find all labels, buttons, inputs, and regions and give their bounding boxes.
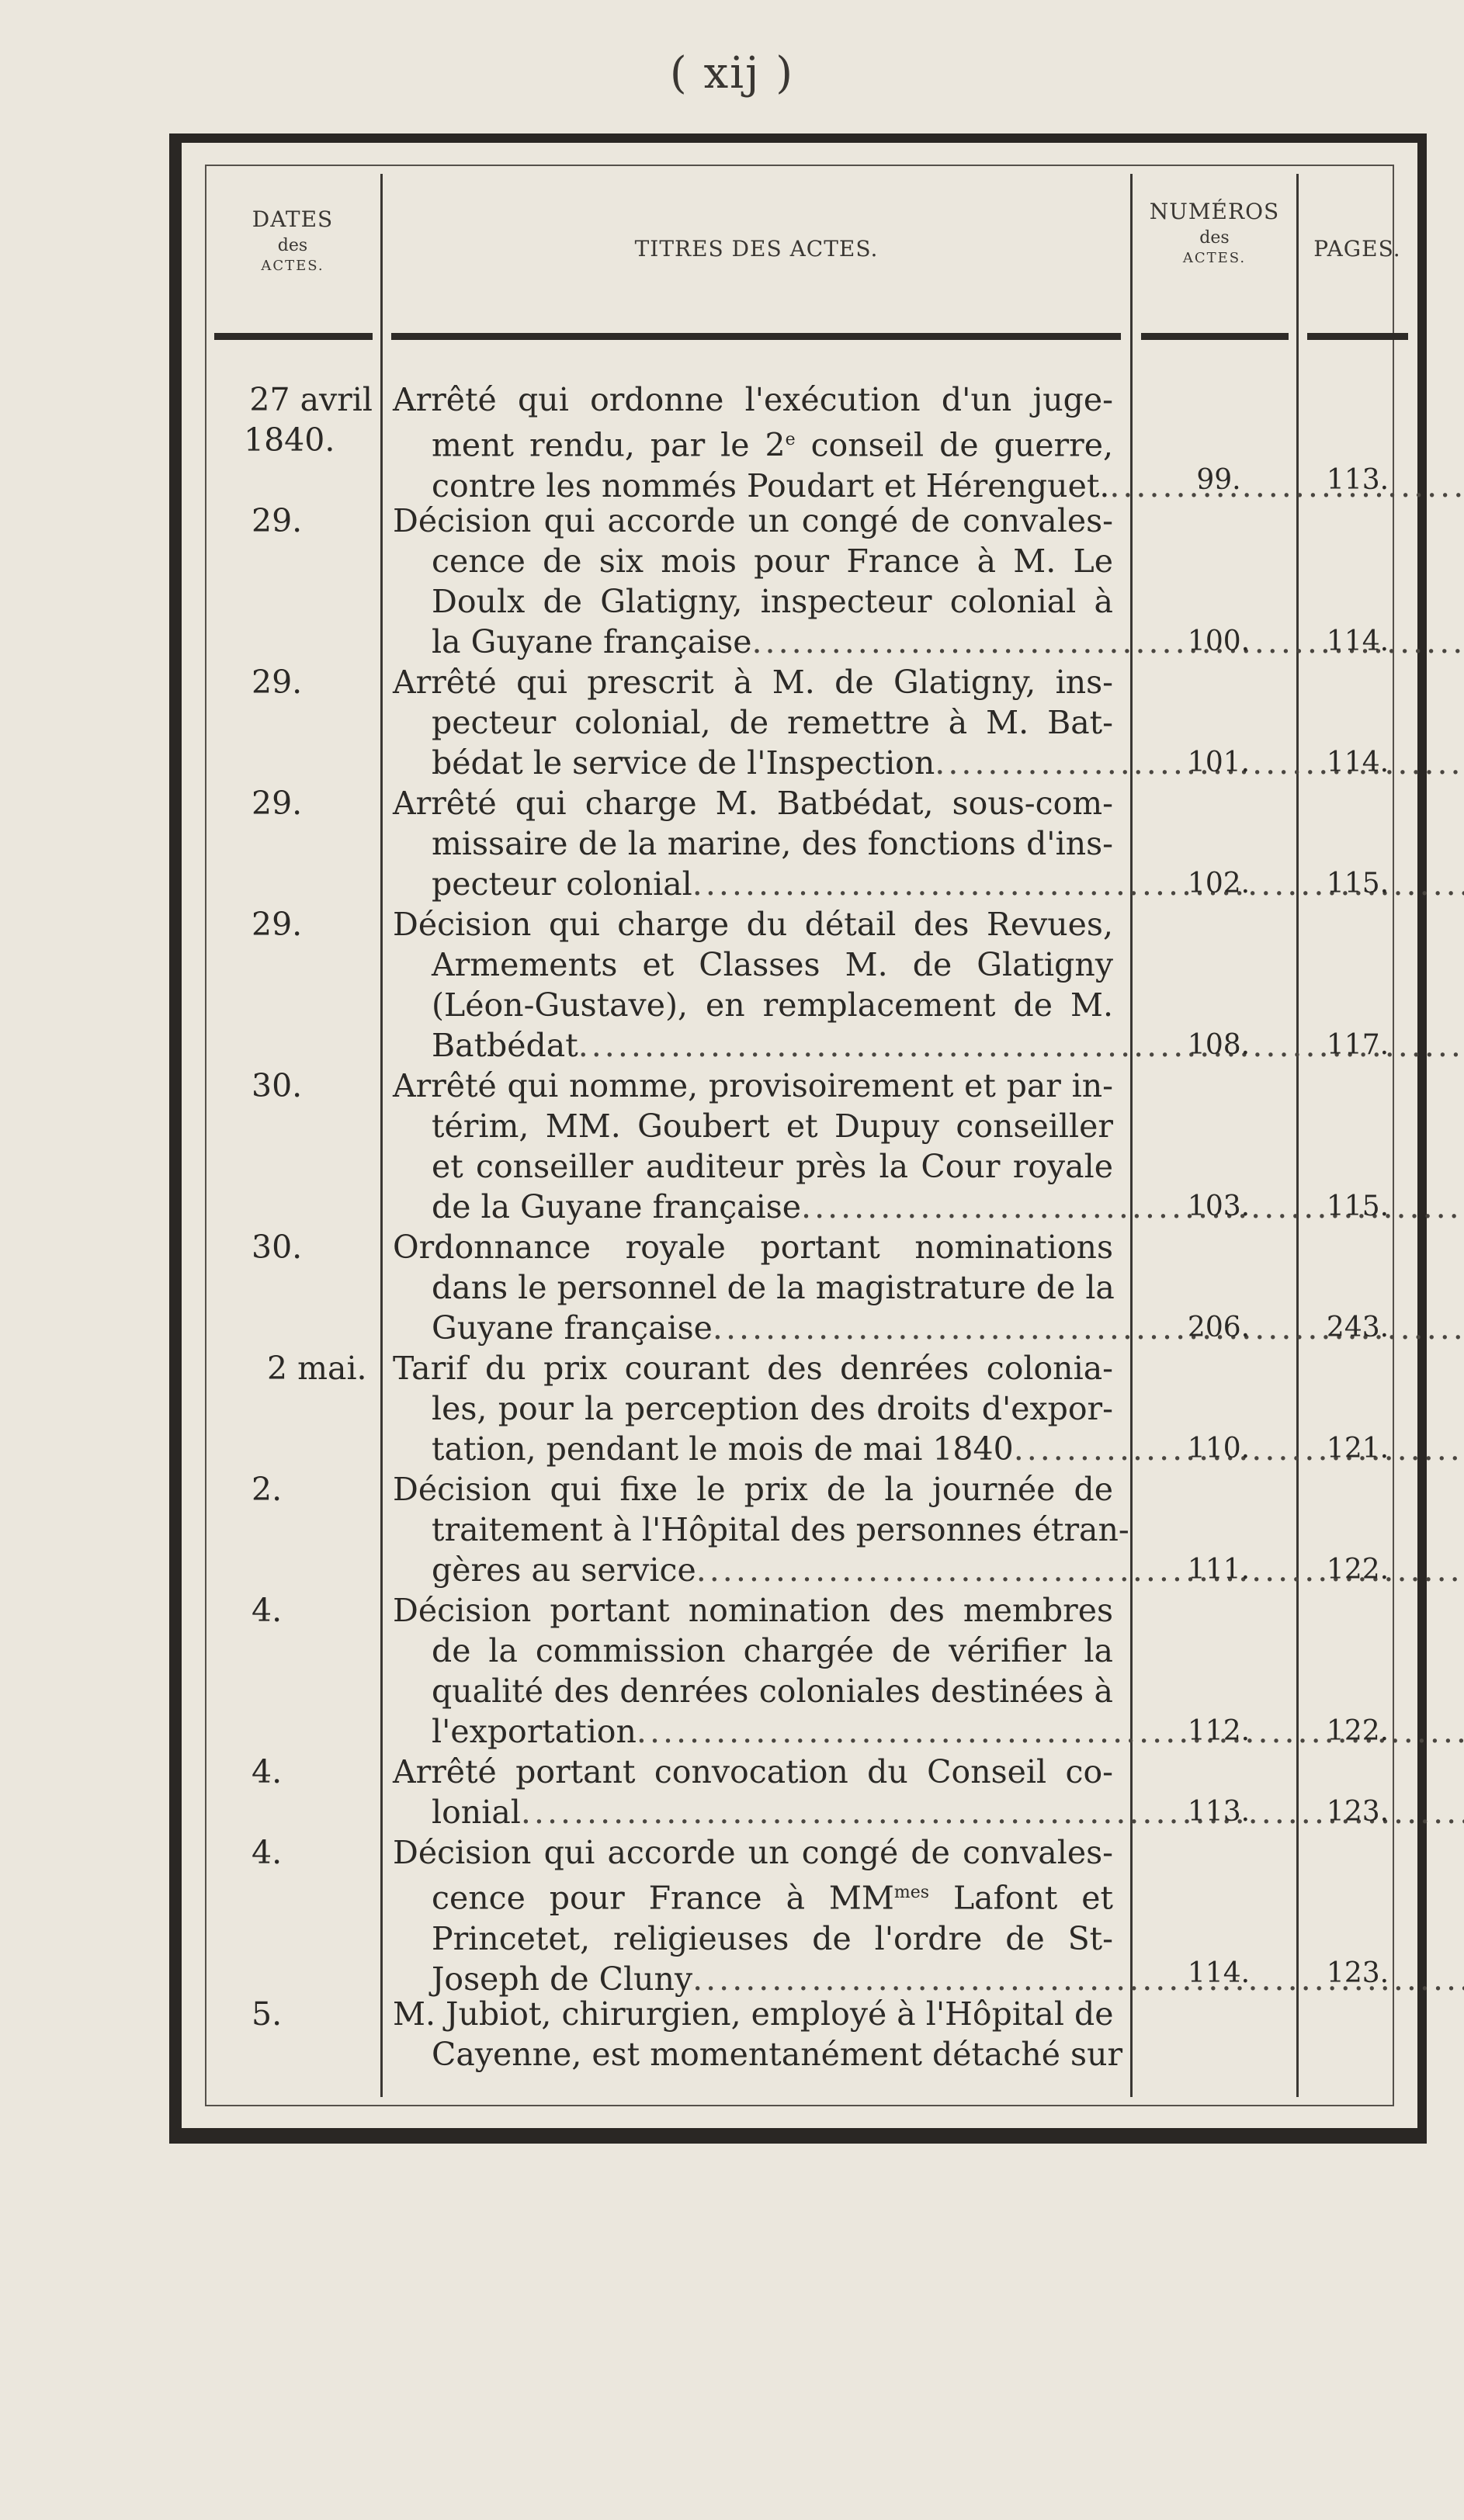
entry-title-line	[393, 581, 1113, 622]
entry-page: 117.	[1326, 1029, 1389, 1061]
header-titles	[383, 234, 1130, 264]
entry-title-line	[393, 1146, 1113, 1187]
entry-numero: 113.	[1187, 1796, 1251, 1828]
entry-title-line	[393, 1994, 1113, 2034]
entry-title	[393, 1066, 1113, 1227]
entry-title	[393, 1994, 1123, 2075]
entry-title-line	[393, 783, 1113, 823]
entry-title-text: dans le personnel de la magistrature de la	[432, 1269, 1115, 1306]
entry-title-text: térim, MM. Goubert et Dupuy conseiller	[432, 1107, 1113, 1145]
entry-date-line: 4.	[252, 1834, 283, 1871]
entry-title-line	[393, 1671, 1113, 1711]
entry-title-line	[393, 1752, 1113, 1792]
header-pages-label: PAGES.	[1313, 236, 1401, 262]
inner-rule-bottom	[205, 2105, 1394, 2106]
entry-title-line	[393, 1025, 1113, 1066]
entry-title-text: l'exportation	[432, 1713, 637, 1750]
entry-title-line	[393, 1388, 1113, 1429]
entry-title-text: tation, pendant le mois de mai 1840	[432, 1430, 1014, 1468]
entry-title-text: Décision qui charge du détail des Revues,	[393, 906, 1113, 943]
entry-date	[213, 1752, 373, 1792]
superscript: mes	[893, 1883, 930, 1902]
header-rule-titles	[391, 333, 1121, 340]
entry-date	[213, 501, 373, 541]
entry-title-text: et conseiller auditeur près la Cour royale	[432, 1148, 1113, 1185]
entry-title	[393, 380, 1113, 506]
entry-title-line	[393, 1348, 1113, 1388]
page-number: ( xij )	[669, 48, 795, 99]
entry-numero: 114.	[1187, 1957, 1251, 1989]
entry-date-line: 2.	[252, 1471, 283, 1508]
header-rule-dates	[214, 333, 373, 340]
entry-title	[393, 662, 1113, 783]
header-numeros	[1133, 197, 1296, 269]
header-dates	[205, 205, 380, 276]
entry-page: 123.	[1326, 1796, 1389, 1828]
entry-title-line	[393, 541, 1113, 581]
entry-date-line: 5.	[252, 1995, 283, 2033]
header-pages	[1299, 234, 1416, 264]
entry-title-text: Tarif du prix courant des denrées colonia-	[393, 1350, 1113, 1387]
entry-date	[213, 380, 373, 460]
entry-date	[213, 1590, 373, 1631]
entry-date	[213, 1994, 373, 2034]
header-rule-numeros	[1141, 333, 1289, 340]
entry-numero: 112.	[1187, 1715, 1251, 1747]
entry-title-text: Guyane française	[432, 1309, 713, 1347]
entry-title-text: Cayenne, est momentanément détaché sur	[432, 2036, 1123, 2073]
entry-title-line	[393, 904, 1113, 945]
entry-page: 114.	[1326, 747, 1389, 778]
entry-numero: 111.	[1187, 1554, 1251, 1586]
entry-page: 122.	[1326, 1715, 1389, 1747]
entry-numero: 101.	[1187, 747, 1251, 778]
entry-page: 122.	[1326, 1554, 1389, 1586]
entry-date	[213, 1348, 373, 1388]
entry-title-line	[393, 702, 1113, 743]
entry-title	[393, 1227, 1113, 1348]
entry-date	[213, 1469, 373, 1510]
table-frame	[169, 133, 1427, 2144]
entry-title-text: Arrêté qui charge M. Batbédat, sous-com-	[393, 785, 1113, 822]
entry-title-text: cence pour France à MM	[432, 1879, 894, 1917]
entry-date-line: 29.	[252, 502, 303, 539]
entry-date-line: 29.	[252, 664, 303, 701]
entry-title	[393, 783, 1113, 904]
entry-title-text: qualité des denrées coloniales destinées à	[432, 1672, 1113, 1710]
entry-numero: 99.	[1196, 464, 1241, 496]
entry-title-line	[393, 1873, 1113, 1919]
entry-title-line	[393, 1919, 1113, 1959]
entry-title-text: Arrêté portant convocation du Conseil co-	[393, 1753, 1113, 1790]
entry-title-line	[393, 662, 1113, 702]
entry-title-text: Décision qui accorde un congé de convales-	[393, 1834, 1113, 1871]
entry-title-line	[393, 1550, 1113, 1590]
entry-title-text: Doulx de Glatigny, inspecteur colonial à	[432, 583, 1113, 620]
entry-title-line	[393, 743, 1113, 783]
entry-title-text: Ordonnance royale portant nominations	[393, 1229, 1113, 1266]
entry-title-line	[393, 1267, 1113, 1308]
entry-title-text: Arrêté qui nomme, provisoirement et par in-	[393, 1067, 1113, 1104]
entry-date	[213, 1066, 373, 1106]
header-numeros-line1: NUMÉROS	[1149, 199, 1280, 224]
entry-title	[393, 1832, 1113, 1999]
entry-date-line: 1840.	[244, 421, 335, 459]
entry-title	[393, 1752, 1113, 1832]
entry-title	[393, 501, 1113, 662]
entry-numero: 206.	[1187, 1312, 1251, 1343]
entry-title	[393, 1469, 1129, 1590]
entry-page: 243.	[1326, 1312, 1389, 1343]
entry-page: 115.	[1326, 1191, 1389, 1222]
header-titles-label: TITRES DES ACTES.	[634, 236, 879, 262]
entry-page: 123.	[1326, 1957, 1389, 1989]
entry-title-text: Lafont et	[929, 1879, 1113, 1917]
entry-date	[213, 904, 373, 945]
entry-date-line: 30.	[252, 1229, 303, 1266]
entry-title-line	[393, 1227, 1113, 1267]
entry-title-line	[393, 1106, 1113, 1146]
entry-title-text: de la commission chargée de vérifier la	[432, 1632, 1113, 1669]
entry-date	[213, 1832, 373, 1873]
entry-title-text: Princetet, religieuses de l'ordre de St-	[432, 1919, 1113, 1957]
entry-title-text: traitement à l'Hôpital des personnes étran-	[432, 1511, 1129, 1548]
entry-title-text: Décision qui fixe le prix de la journée de	[393, 1471, 1113, 1508]
entry-title-line	[393, 985, 1113, 1025]
entry-title-text: Armements et Classes M. de Glatigny	[432, 946, 1113, 983]
entry-title-line	[393, 1510, 1129, 1550]
entry-title-line	[393, 1631, 1113, 1671]
entry-date-line: 4.	[252, 1592, 283, 1629]
entry-title-line	[393, 1590, 1113, 1631]
entry-date	[213, 1227, 373, 1267]
entry-title-line	[393, 1066, 1113, 1106]
entry-numero: 102.	[1187, 868, 1251, 900]
column-divider-dates	[380, 174, 383, 2097]
header-rule-pages	[1307, 333, 1408, 340]
entry-title	[393, 904, 1113, 1066]
entry-title-line	[393, 864, 1113, 904]
entry-title-line	[393, 945, 1113, 985]
entry-title-line	[393, 1187, 1113, 1227]
entry-title-text: lonial	[432, 1794, 521, 1831]
entry-title-line	[393, 1711, 1113, 1752]
entry-title-line	[393, 420, 1113, 466]
entry-title-line	[393, 1308, 1113, 1348]
entry-title-line	[393, 2034, 1123, 2075]
entry-title-text: gères au service	[432, 1551, 696, 1589]
entry-title	[393, 1590, 1113, 1752]
entry-title-text: conseil de guerre,	[795, 426, 1113, 464]
entry-title-text: missaire de la marine, des fonctions d'ins-	[432, 825, 1113, 862]
entry-title-text: pecteur colonial, de remettre à M. Bat-	[432, 704, 1113, 741]
entry-title-text: pecteur colonial	[432, 865, 692, 903]
entry-date-line: 27 avril	[249, 381, 373, 418]
entry-title	[393, 1348, 1113, 1469]
entry-title-line	[393, 622, 1113, 662]
entry-title-line	[393, 823, 1113, 864]
entry-date	[213, 662, 373, 702]
entry-title-line	[393, 1792, 1113, 1832]
entry-date-line: 29.	[252, 906, 303, 943]
entry-title-line	[393, 1832, 1113, 1873]
entry-title-text: ment rendu, par le 2	[432, 426, 786, 464]
entry-title-text: de la Guyane française	[432, 1188, 802, 1225]
entry-page: 121.	[1326, 1433, 1389, 1465]
entry-title-text: Batbédat	[432, 1027, 578, 1064]
entry-date-line: 4.	[252, 1753, 283, 1790]
header-numeros-line3: ACTES.	[1182, 250, 1247, 267]
entry-title-text: Décision portant nomination des membres	[393, 1592, 1113, 1629]
entry-title-line	[393, 1959, 1113, 1999]
entry-title-text: (Léon-Gustave), en remplacement de M.	[432, 986, 1113, 1024]
entry-title-text: M. Jubiot, chirurgien, employé à l'Hôpital de	[393, 1995, 1114, 2033]
entry-numero: 100.	[1187, 626, 1251, 657]
entry-title-text: Arrêté qui prescrit à M. de Glatigny, ins-	[393, 664, 1113, 701]
inner-rule-top	[205, 165, 1394, 166]
entry-page: 113.	[1326, 464, 1389, 496]
superscript: e	[785, 430, 796, 449]
entry-title-line	[393, 380, 1113, 420]
entry-title-text: bédat le service de l'Inspection	[432, 744, 935, 782]
entry-date-line: 29.	[252, 785, 303, 822]
entry-title-text: Arrêté qui ordonne l'exécution d'un juge-	[393, 381, 1113, 418]
entry-title-text: Décision qui accorde un congé de convales-	[393, 502, 1113, 539]
inner-rule-left	[205, 165, 206, 2106]
entry-date	[213, 783, 373, 823]
entry-title-text: cence de six mois pour France à M. Le	[432, 542, 1113, 580]
entry-title-line	[393, 1429, 1113, 1469]
entry-numero: 108.	[1187, 1029, 1251, 1061]
header-dates-line2: des	[277, 235, 308, 255]
entry-page: 115.	[1326, 868, 1389, 900]
header-dates-line3: ACTES.	[261, 258, 324, 275]
entry-page: 114.	[1326, 626, 1389, 657]
entry-title-line	[393, 501, 1113, 541]
entry-title-text: contre les nommés Poudart et Hérenguet.	[432, 466, 1110, 504]
header-dates-line1: DATES	[252, 206, 334, 232]
entry-title-text: les, pour la perception des droits d'expor-	[432, 1390, 1113, 1427]
entry-title-line	[393, 466, 1113, 506]
header-numeros-line2: des	[1199, 227, 1230, 248]
entry-date-line: 2 mai.	[267, 1350, 367, 1387]
entry-date-line: 30.	[252, 1067, 303, 1104]
entry-title-line	[393, 1469, 1113, 1510]
entry-title-text: Joseph de Cluny	[432, 1960, 693, 1998]
entry-numero: 103.	[1187, 1191, 1251, 1222]
entry-title-text: la Guyane française	[432, 623, 752, 660]
entry-numero: 110.	[1187, 1433, 1251, 1465]
